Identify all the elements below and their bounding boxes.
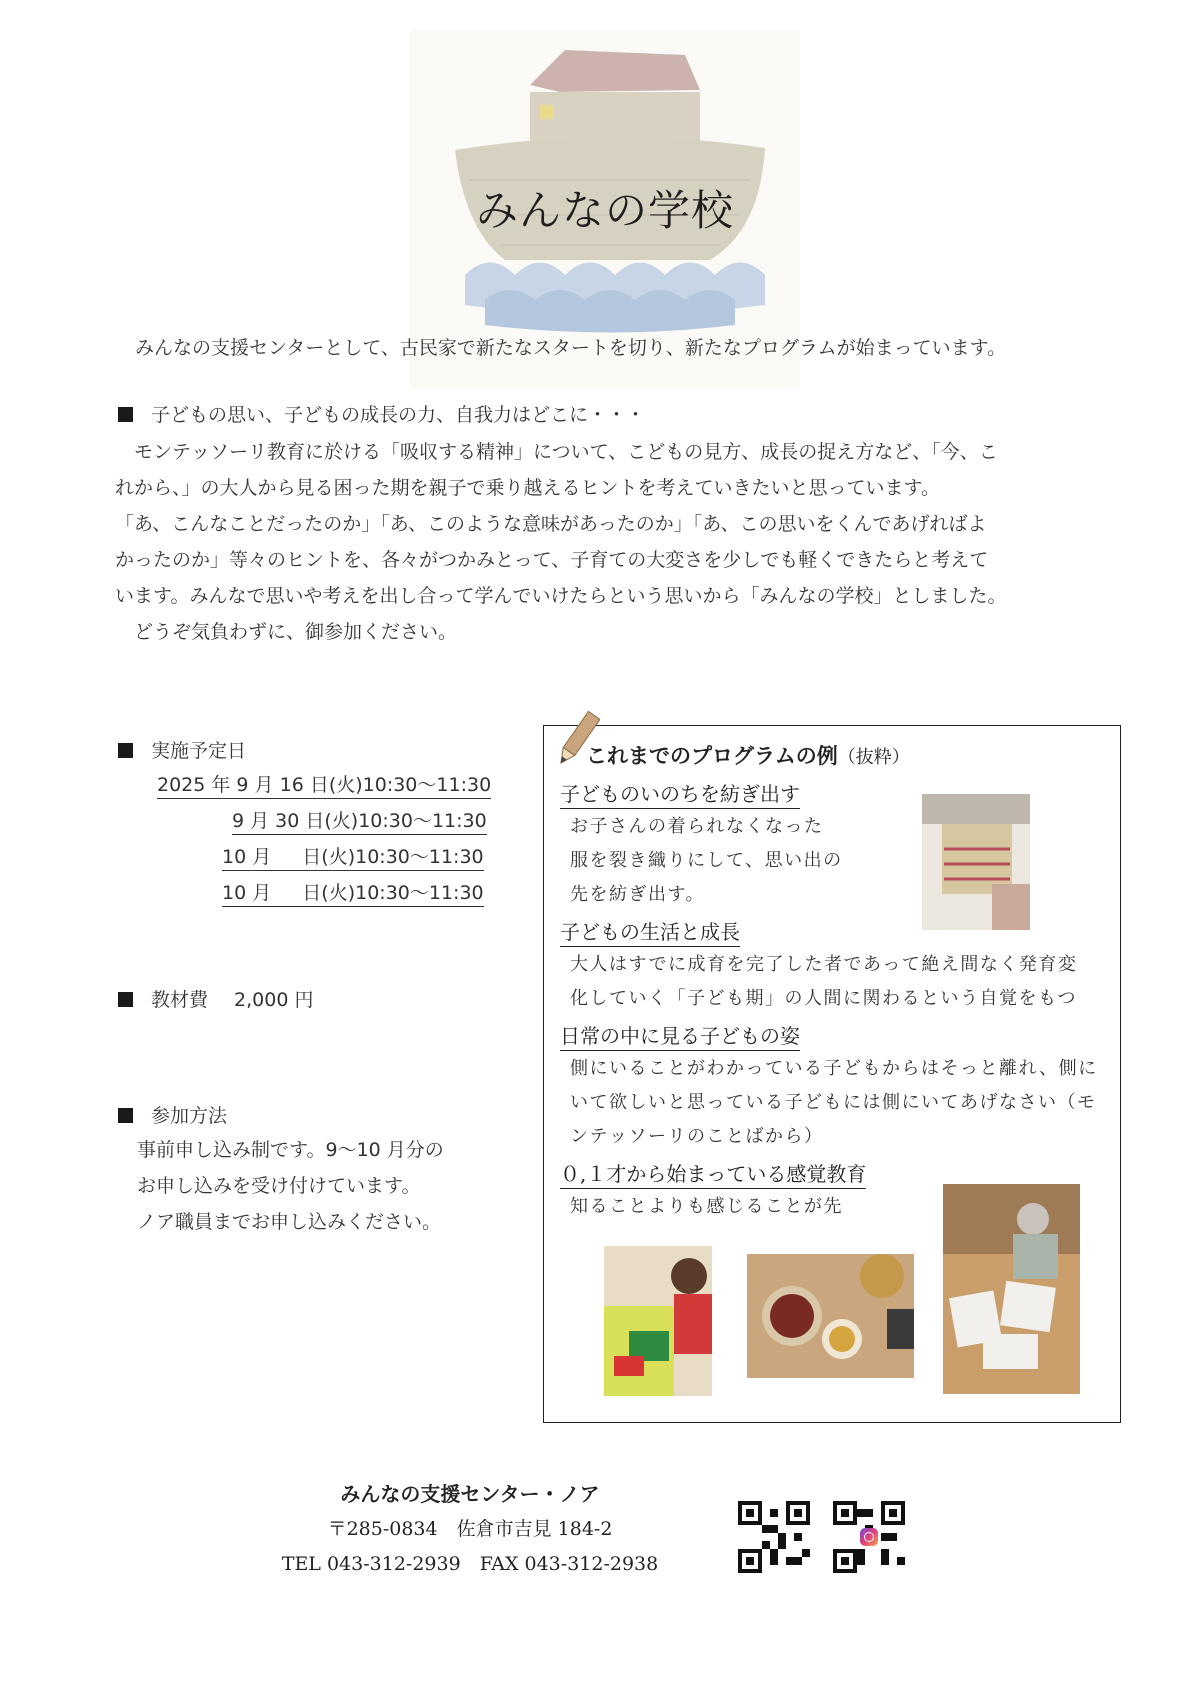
apply-heading (118, 1101, 227, 1128)
program-item-text (570, 1190, 843, 1224)
program-line: 知ることよりも感じることが先 (570, 1196, 843, 1217)
apply-heading-text: 参加方法 (151, 1105, 228, 1127)
lead-text: みんなの支援センターとして、古民家で新たなスタートを切り、新たなプログラムが始まっています。 (135, 337, 1007, 359)
bullet-square-icon (118, 407, 133, 422)
program-title-row (586, 740, 910, 770)
program-title: これまでのプログラムの例 (586, 743, 838, 768)
program-line: お子さんの着られなくなった (570, 816, 824, 837)
qr-code-instagram[interactable] (833, 1501, 905, 1573)
program-line: 服を裂き織りにして、思い出の (570, 850, 843, 871)
intro-line: れから、」の大人から見る困った期を親子で乗り越えるヒントを考えていきたいと思っています。 (115, 477, 940, 499)
program-item-text (570, 1052, 1098, 1154)
footer-address: 〒285-0834 佐倉市吉見 184-2 (327, 1518, 613, 1540)
program-item-text (570, 948, 1077, 1016)
schedule-date: 10 月 日(火)10:30～11:30 (222, 842, 484, 871)
intro-line: かったのか」等々のヒントを、各々がつかみとって、子育ての大変さを少しでも軽くできたらと考えて (115, 549, 989, 571)
intro-line: モンテッソーリ教育に於ける「吸収する精神」について、こどもの見方、成長の捉え方など、「今、こ (115, 441, 998, 463)
program-line: ンテッソーリのことばから） (570, 1126, 824, 1147)
child-toy-photo (604, 1246, 712, 1396)
intro-line: どうぞ気負わずに、御参加ください。 (115, 621, 458, 643)
footer-org: みんなの支援センター・ノア (340, 1482, 600, 1506)
program-line: 化していく「子ども期」の人間に関わるという自覚をもつ (570, 988, 1077, 1009)
bullet-square-icon (118, 992, 133, 1007)
schedule-date: 10 月 日(火)10:30～11:30 (222, 878, 484, 907)
program-item-text (570, 810, 843, 912)
intro-heading (118, 400, 645, 427)
qr-code-website[interactable] (738, 1501, 810, 1573)
program-line: 側にいることがわかっている子どもからはそっと離れ、側に (570, 1058, 1098, 1079)
schedule-heading-text: 実施予定日 (151, 740, 247, 762)
fee-value: 2,000 円 (234, 989, 314, 1011)
program-item-heading: ０,１才から始まっている感覚教育 (560, 1158, 866, 1189)
schedule-heading (118, 736, 246, 763)
program-line: 大人はすでに成育を完了した者であって絶え間なく発育変 (570, 954, 1078, 975)
apply-line: 事前申し込み制です。9～10 月分の (137, 1139, 444, 1161)
program-line: 先を紡ぎ出す。 (570, 884, 706, 905)
program-item-heading: 子どもの生活と成長 (560, 916, 740, 947)
program-examples-box (543, 725, 1121, 1423)
intro-body (115, 434, 1115, 650)
bullet-square-icon (118, 1108, 133, 1123)
fee-heading: 教材費 (151, 989, 209, 1011)
apply-line: お申し込みを受け付けています。 (137, 1175, 421, 1197)
apply-body (137, 1132, 444, 1240)
program-item-heading: 日常の中に見る子どもの姿 (560, 1020, 800, 1051)
intro-heading-text: 子どもの思い、子どもの成長の力、自我力はどこに・・・ (151, 404, 646, 426)
schedule-date: 9 月 30 日(火)10:30～11:30 (232, 806, 487, 835)
footer-contact: TEL 043-312-2939 FAX 043-312-2938 (281, 1553, 659, 1575)
beans-photo (747, 1254, 914, 1378)
bullet-square-icon (118, 743, 133, 758)
intro-line: います。みんなで思いや考えを出し合って学んでいけたらという思いから「みんなの学校」としました。 (115, 585, 1007, 607)
intro-line: 「あ、こんなことだったのか」「あ、このような意味があったのか」「あ、この思いをくんであげればよ (115, 513, 987, 535)
elder-class-photo (943, 1184, 1080, 1394)
program-item-heading: 子どものいのちを紡ぎ出す (560, 778, 800, 809)
apply-line: ノア職員までお申し込みください。 (137, 1211, 442, 1233)
fee-row (118, 985, 313, 1012)
program-line: いて欲しいと思っている子どもには側にいてあげなさい（モ (570, 1092, 1097, 1113)
instagram-icon (860, 1528, 878, 1546)
weaving-photo (922, 794, 1030, 930)
schedule-date: 2025 年 9 月 16 日(火)10:30～11:30 (157, 770, 491, 799)
page-title: みんなの学校 (475, 186, 734, 235)
program-subtitle: （抜粋） (837, 747, 910, 768)
